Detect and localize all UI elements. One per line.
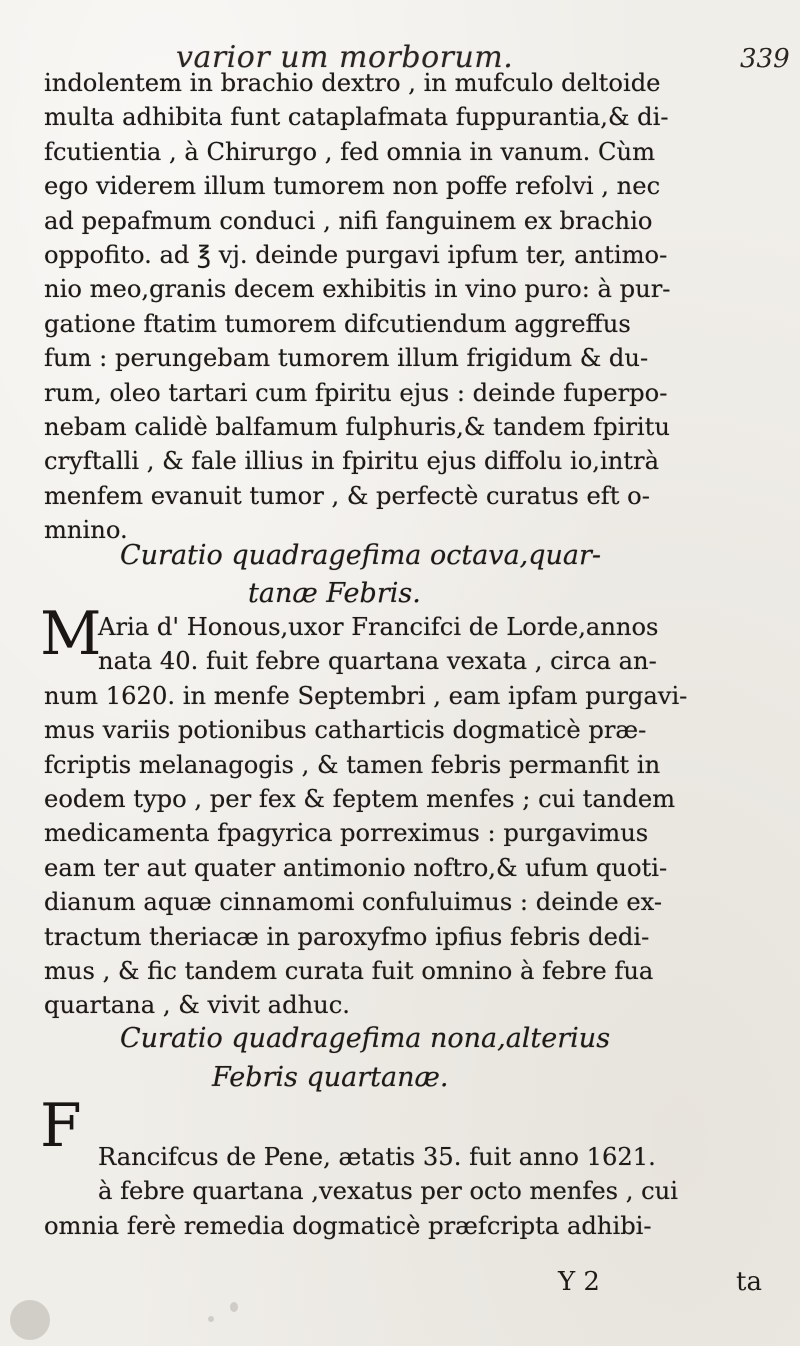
section-heading-49-cont: Febris quartanæ. — [212, 1062, 449, 1093]
text-line: Rancifcus de Pene, ætatis 35. fuit anno 1621. — [98, 1143, 656, 1171]
scan-smudge — [10, 1300, 50, 1340]
section-heading-48: Curatio quadragefima octava,quar- — [120, 540, 602, 571]
text-line: eam ter aut quater antimonio noftro,& ufum quoti- — [44, 853, 668, 882]
page-number: 339 — [740, 44, 790, 74]
text-line: à febre quartana ,vexatus per octo menfes , cui — [98, 1177, 678, 1206]
section-heading-48-cont: tanæ Febris. — [248, 578, 421, 609]
text-line: quartana , & vivit adhuc. — [44, 991, 350, 1020]
text-line: eodem typo , per fex & feptem menfes ; cui tandem — [44, 784, 676, 813]
text-line: mus , & fic tandem curata fuit omnino à febre fua — [44, 956, 654, 985]
text-line: oppofito. ad ℥ vj. deinde purgavi ipfum ter, antimo- — [44, 240, 668, 269]
signature-mark: Y 2 — [558, 1267, 600, 1297]
catchword: ta — [736, 1267, 762, 1297]
text-line: ad pepafmum conduci , nifi fanguinem ex brachio — [44, 206, 653, 235]
paragraph-1 — [44, 66, 774, 547]
text-line: medicamenta fpagyrica porreximus : purgavimus — [44, 819, 649, 848]
text-line: nio meo,granis decem exhibitis in vino puro: à pur- — [44, 275, 671, 304]
text-line: nata 40. fuit febre quartana vexata , circa an- — [98, 647, 657, 676]
scan-speck — [208, 1316, 214, 1322]
text-line: mus variis potionibus catharticis dogmaticè præ- — [44, 716, 647, 745]
text-line: Aria d' Honous,uxor Francifci de Lorde,annos — [98, 613, 659, 641]
text-line: menfem evanuit tumor , & perfectè curatus eft o- — [44, 481, 650, 510]
text-line: multa adhibita funt cataplafmata fuppurantia,& di- — [44, 103, 669, 132]
running-head: varior um morborum. — [176, 40, 514, 75]
text-line: mnino. — [44, 516, 128, 545]
text-line: nebam calidè balfamum fulphuris,& tandem fpiritu — [44, 412, 670, 441]
section-heading-49: Curatio quadragefima nona,alterius — [120, 1023, 611, 1054]
text-line: fcutientia , à Chirurgo , fed omnia in vanum. Cùm — [44, 137, 656, 166]
text-line: ego viderem illum tumorem non poffe refolvi , nec — [44, 172, 661, 201]
drop-capital: F — [40, 1091, 82, 1161]
text-line: tractum theriacæ in paroxyfmo ipfius febris dedi- — [44, 922, 650, 951]
text-line: dianum aquæ cinnamomi confuluimus : deinde ex- — [44, 888, 663, 917]
text-line: rum, oleo tartari cum fpiritu ejus : deinde fuperpo- — [44, 378, 668, 407]
text-line: num 1620. in menfe Septembri , eam ipfam purgavi- — [44, 681, 688, 710]
text-line: gatione ftatim tumorem difcutiendum aggreffus — [44, 309, 631, 338]
paragraph-2 — [44, 610, 774, 1023]
text-line: indolentem in brachio dextro , in mufculo deltoide — [44, 69, 661, 97]
text-line: cryftalli , & fale illius in fpiritu ejus diffolu io,intrà — [44, 447, 660, 476]
text-line: fum : perungebam tumorem illum frigidum & du- — [44, 344, 649, 373]
scan-speck — [230, 1302, 238, 1312]
drop-capital: M — [40, 599, 102, 669]
text-line: fcriptis melanagogis , & tamen febris permanfit in — [44, 750, 661, 779]
paragraph-3 — [44, 1140, 774, 1243]
text-line: omnia ferè remedia dogmaticè præfcripta adhibi- — [44, 1211, 652, 1240]
